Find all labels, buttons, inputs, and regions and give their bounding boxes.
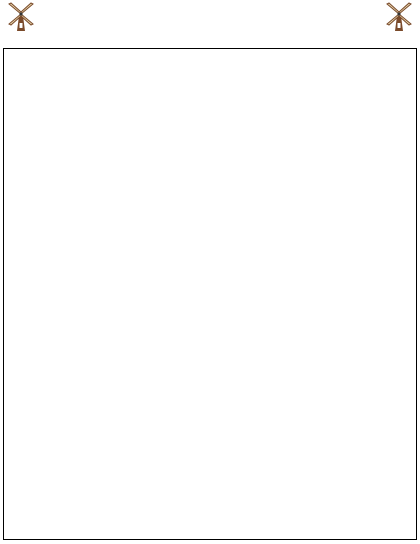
board-approved: [0, 22, 420, 29]
calendar-grid: [3, 48, 417, 540]
calendar-header: [0, 0, 420, 40]
windmill-logo-icon: [384, 2, 414, 32]
